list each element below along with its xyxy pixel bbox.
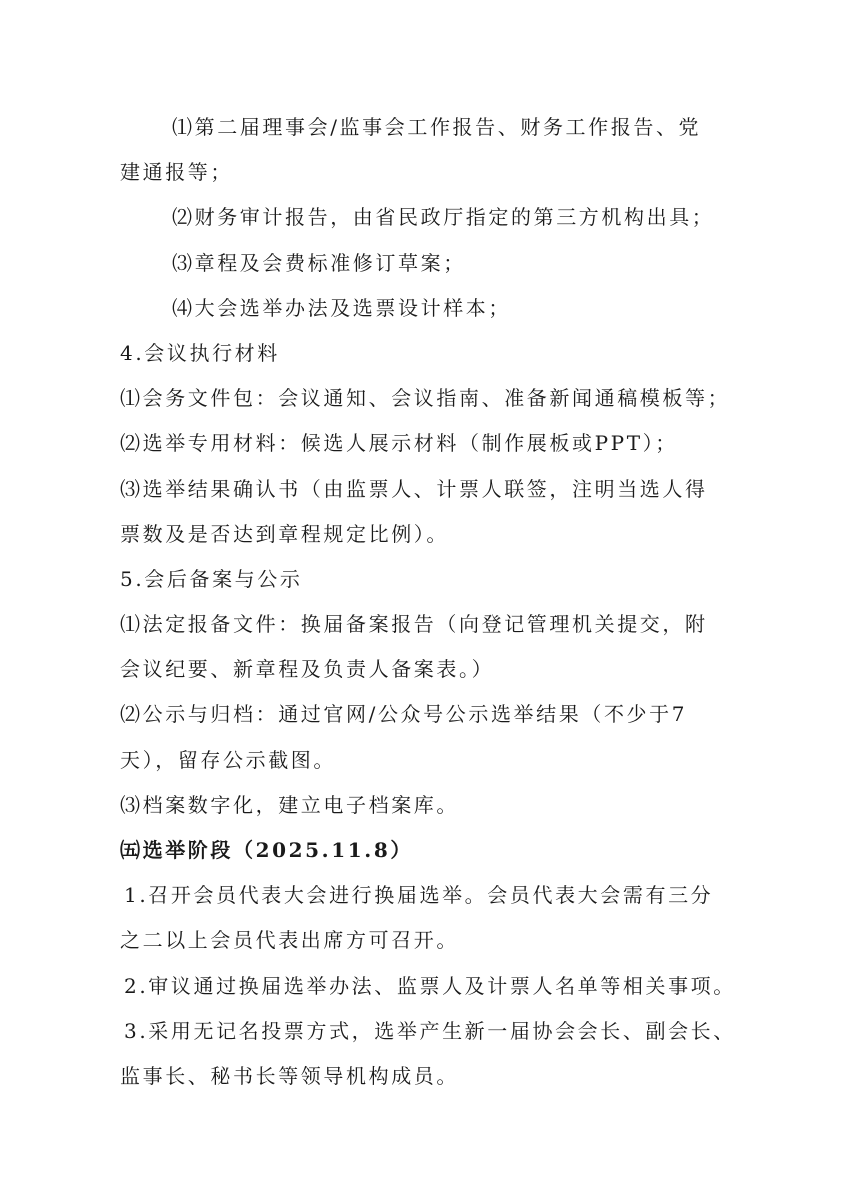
list-item-filing-cont: 会议纪要、新章程及负责人备案表。） <box>120 657 495 682</box>
list-item-result-confirmation-cont: 票数及是否达到章程规定比例）。 <box>120 521 449 546</box>
section-heading-election-stage: ㈤选举阶段（2025.11.8） <box>120 838 413 862</box>
list-item-audit: ⑵财务审计报告，由省民政厅指定的第三方机构出具； <box>172 205 715 230</box>
list-item-vote-cont: 监事长、秘书长等领导机构成员。 <box>120 1063 459 1088</box>
list-item-publicity: ⑵公示与归档：通过官网/公众号公示选举结果（不少于7 <box>120 702 688 727</box>
document-page <box>120 105 736 1099</box>
list-item-archive: ⑶档案数字化，建立电子档案库。 <box>120 792 459 817</box>
list-item-filing: ⑴法定报备文件：换届备案报告（向登记管理机关提交，附 <box>120 612 708 637</box>
list-item-publicity-cont: 天），留存公示截图。 <box>120 747 336 772</box>
list-item-review: 2.审议通过换届选举办法、监票人及计票人名单等相关事项。 <box>124 973 736 998</box>
list-item-meeting-package: ⑴会务文件包：会议通知、会议指南、准备新闻通稿模板等； <box>120 386 731 411</box>
section-heading-4: 4.会议执行材料 <box>120 340 280 365</box>
list-item-charter: ⑶章程及会费标准修订草案； <box>172 250 466 275</box>
list-item-election-method: ⑷大会选举办法及选票设计样本； <box>172 295 511 320</box>
list-item-report-cont: 建通报等； <box>120 160 233 185</box>
list-item-congress-cont: 之二以上会员代表出席方可召开。 <box>120 928 459 953</box>
list-item-congress: 1.召开会员代表大会进行换届选举。会员代表大会需有三分 <box>124 883 714 908</box>
list-item-election-materials: ⑵选举专用材料：候选人展示材料（制作展板或PPT）； <box>120 431 678 456</box>
list-item-report: ⑴第二届理事会/监事会工作报告、财务工作报告、党 <box>172 115 702 139</box>
list-item-vote: 3.采用无记名投票方式，选举产生新一届协会会长、副会长、 <box>124 1018 736 1043</box>
list-item-result-confirmation: ⑶选举结果确认书（由监票人、计票人联签，注明当选人得 <box>120 476 708 501</box>
section-heading-5: 5.会后备案与公示 <box>120 566 303 591</box>
